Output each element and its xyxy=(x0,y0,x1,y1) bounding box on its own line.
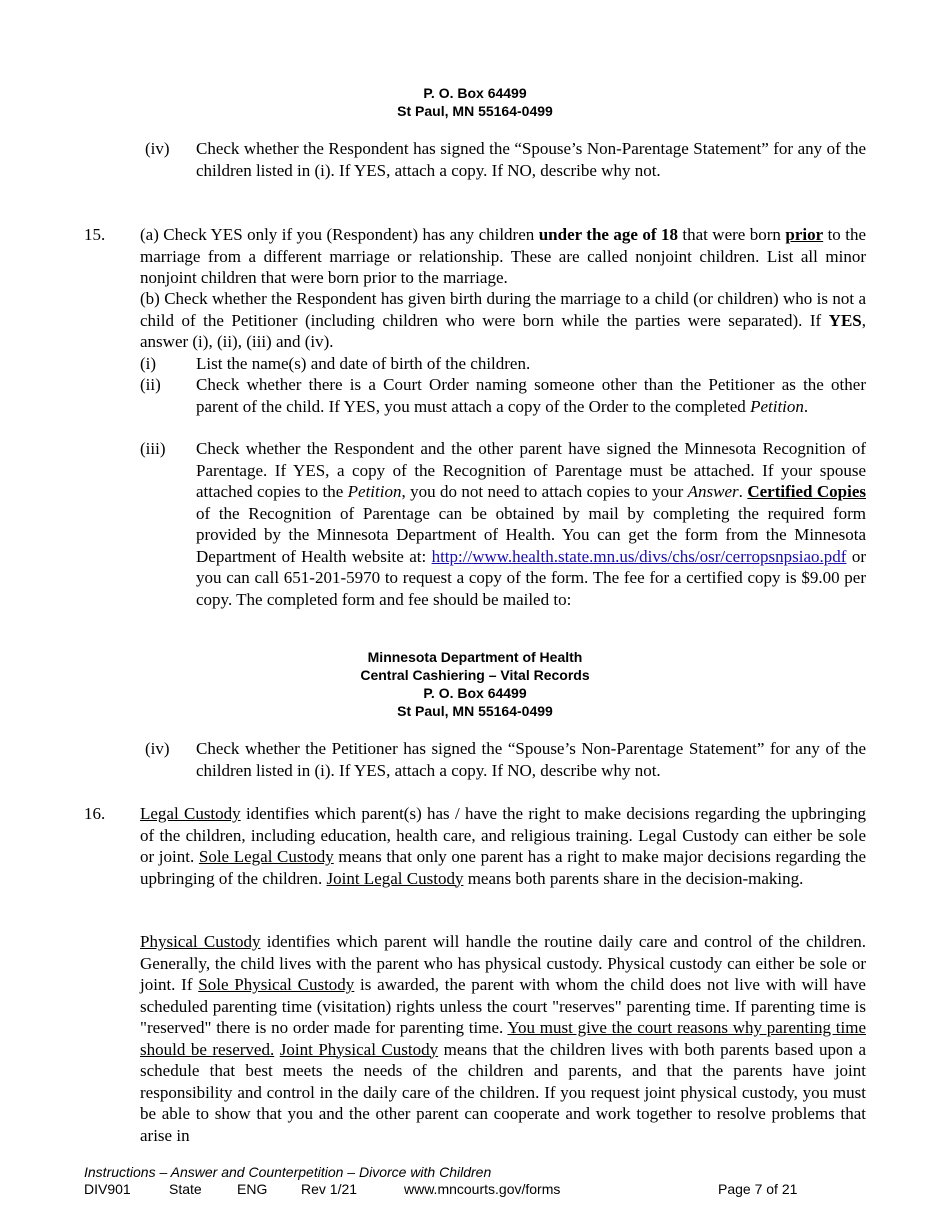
underline-text: Sole Physical Custody xyxy=(198,975,355,994)
address-line: Minnesota Department of Health xyxy=(367,649,583,665)
text: that were born xyxy=(677,225,786,244)
item-text xyxy=(196,374,866,417)
bold-text: YES xyxy=(828,310,862,330)
bold-underline-text: Certified Copies xyxy=(747,482,866,501)
text: of the Recognition of Parentage can be obtained by mail by completing the required form provided by the Minnesota Department of Health. You can get the form from the Minnesota Department of Health website at: xyxy=(196,503,866,566)
underline-text: Joint Physical Custody xyxy=(279,1039,439,1059)
footer xyxy=(84,1164,797,1198)
footer-state: State xyxy=(169,1181,202,1197)
item-label: (iv) xyxy=(145,739,170,758)
underline-text: You must give the court reasons why parenting time should be reserved. xyxy=(140,1018,866,1059)
health-form-link[interactable]: http://www.health.state.mn.us/divs/chs/osr/cerropsnpsiao.pdf xyxy=(431,546,847,566)
text: . xyxy=(738,482,748,501)
footer-url: www.mncourts.gov/forms xyxy=(404,1181,561,1197)
item-text xyxy=(196,438,866,610)
item-label: (ii) xyxy=(140,375,161,394)
item-text: List the name(s) and date of birth of the children. xyxy=(196,354,531,373)
text: or you can call 651-201-5970 to request a copy of the form. The fee for a certified copy is $9.00 per copy. The completed form and fee should be mailed to: xyxy=(196,546,866,609)
underline-text: Sole Legal Custody xyxy=(198,847,334,866)
item-16-legal-custody xyxy=(140,803,866,889)
address-line: Central Cashiering – Vital Records xyxy=(360,667,590,683)
item-15-b xyxy=(140,288,866,353)
underline-text: Joint Legal Custody xyxy=(326,868,464,888)
item-number: 16. xyxy=(84,804,106,823)
text: Check whether there is a Court Order naming someone other than the Petitioner as the other parent of the child. If YES, you must attach a copy of the Order to the completed xyxy=(196,375,866,416)
footer-form: DIV901 xyxy=(84,1181,131,1197)
footer-lang: ENG xyxy=(237,1181,268,1197)
address-line: P. O. Box 64499 xyxy=(423,685,527,701)
text: , answer (i), (ii), (iii) and (iv). xyxy=(140,310,866,351)
underline-text: Legal Custody xyxy=(140,804,241,823)
top-address xyxy=(0,84,950,120)
italic-text: Answer xyxy=(687,482,739,501)
item-number: 15. xyxy=(84,225,106,244)
text: means both parents share in the decision-making. xyxy=(463,868,804,888)
text: to the marriage from a different marriage or relationship. These are called nonjoint children. List all minor nonjoint children that were born prior to the marriage. xyxy=(140,225,867,287)
address-line: St Paul, MN 55164-0499 xyxy=(397,103,553,119)
text: (b) Check whether the Respondent has given birth during the marriage to a child (or children) who is not a child of the Petitioner (including children who were born while the parties were separated). If xyxy=(140,289,866,330)
text: Check whether the Respondent and the other parent have signed the Minnesota Recognition of Parentage. If YES, a copy of the Recognition of Parentage must be attached. If your spouse attached copies to the xyxy=(196,439,866,501)
text: means that the children lives with both parents based upon a schedule that best meets the needs of the children and parents, and that the parents have joint responsibility and control in the daily care of the children. If you request joint physical custody, you must be able to show that you and the other parent can cooperate and work together to resolve problems that arise in xyxy=(140,1039,866,1145)
text: identifies which parent will handle the routine daily care and control of the children. Generally, the child lives with the parent who has physical custody. Physical custody can either be sole or joint. If xyxy=(140,932,866,994)
underline-text: Physical Custody xyxy=(140,932,261,951)
address-line: P. O. Box 64499 xyxy=(423,85,527,101)
text: is awarded, the parent with whom the child does not live with will have scheduled parenting time (visitation) rights unless the court "reserves" parenting time. If parenting time is "reserved" there is no order made for parenting time. xyxy=(140,975,866,1037)
text: identifies which parent(s) has / have the right to make decisions regarding the upbringing of the children, including education, health care, and religious training. Legal Custody can either be sole or joint. xyxy=(140,804,866,866)
item-16-physical-custody xyxy=(140,931,866,1146)
footer-title: Instructions – Answer and Counterpetition – Divorce with Children xyxy=(84,1164,492,1180)
italic-text: Petition xyxy=(750,396,804,416)
item-text: Check whether the Petitioner has signed the “Spouse’s Non-Parentage Statement” for any of the children listed in (i). If YES, attach a copy. If NO, describe why not. xyxy=(196,739,866,780)
item-label: (iii) xyxy=(140,439,166,458)
item-label: (i) xyxy=(140,354,157,373)
bold-text: under the age of 18 xyxy=(538,225,678,244)
footer-rev: Rev 1/21 xyxy=(301,1181,358,1197)
text: (a) Check YES only if you (Respondent) has any children xyxy=(140,225,539,244)
text: , you do not need to attach copies to your xyxy=(401,482,688,501)
item-15-a xyxy=(140,224,866,289)
address-line: St Paul, MN 55164-0499 xyxy=(397,703,553,719)
bold-underline-text: prior xyxy=(785,225,824,244)
text: means that only one parent has a right to make major decisions regarding the upbringing of the children. xyxy=(140,847,866,888)
item-text: Check whether the Respondent has signed the “Spouse’s Non-Parentage Statement” for any of the children listed in (i). If YES, attach a copy. If NO, describe why not. xyxy=(196,139,866,180)
text: . xyxy=(803,396,809,416)
item-label: (iv) xyxy=(145,139,170,158)
italic-text: Petition xyxy=(347,482,402,501)
footer-page: Page 7 of 21 xyxy=(718,1181,798,1197)
health-department-address xyxy=(0,648,950,720)
